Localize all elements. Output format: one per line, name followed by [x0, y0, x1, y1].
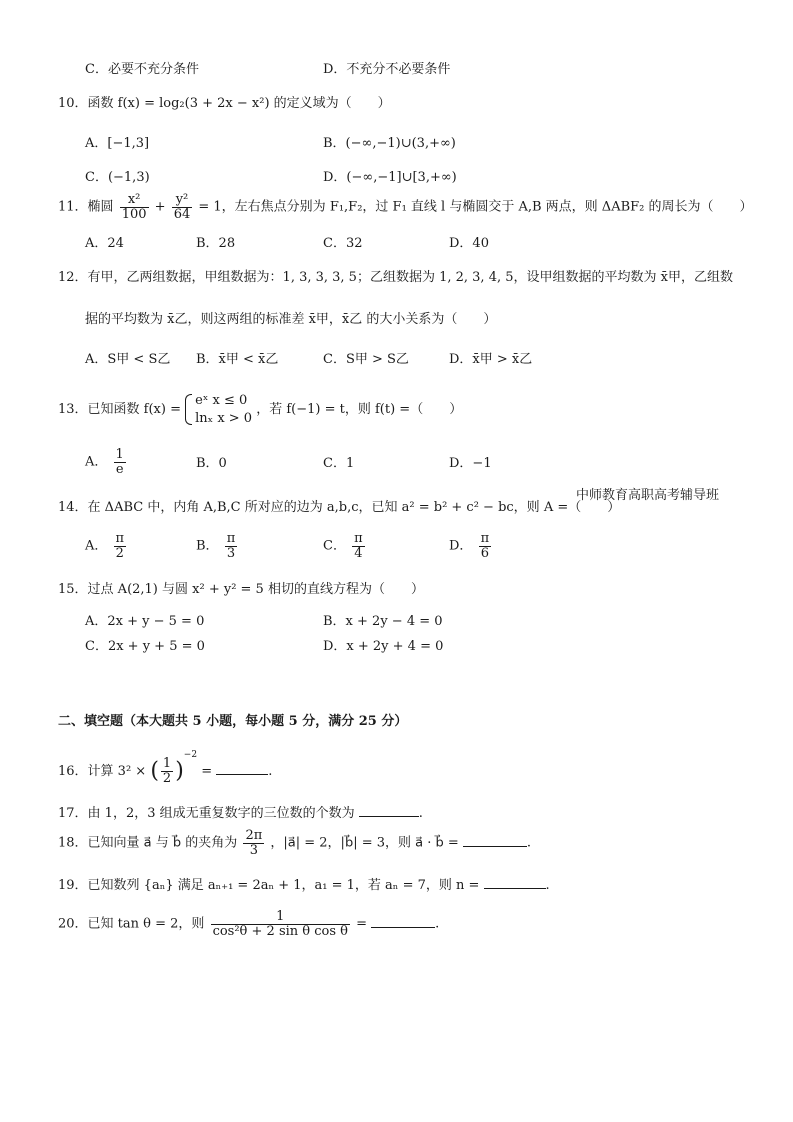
q18-stem	[58, 829, 531, 857]
q17-end: .	[418, 806, 423, 821]
q11-option-d: D．40	[449, 236, 489, 251]
q11-plus: +	[154, 199, 166, 215]
q11-stem	[58, 193, 753, 221]
q19-stem	[58, 876, 550, 894]
q16-equals: =	[201, 764, 213, 779]
q9-option-c: C．必要不充分条件	[85, 62, 199, 77]
q13-option-c: C．1	[323, 456, 355, 471]
q16-paren-close: )	[175, 758, 184, 784]
q20-fraction	[211, 910, 350, 938]
q17-text: 17．由 1，2，3 组成无重复数字的三位数的个数为	[58, 806, 355, 821]
q16-end: .	[268, 764, 273, 779]
q14-option-c	[323, 532, 367, 560]
q15-option-a: A．2x + y − 5 = 0	[85, 614, 205, 629]
q14-c-fraction	[352, 532, 365, 560]
q13-stem	[58, 392, 462, 427]
q16-paren-open: (	[150, 758, 159, 784]
q14-c-den: 4	[354, 545, 363, 561]
q11-suffix: = 1，左右焦点分别为 F₁,F₂，过 F₁ 直线 l 与椭圆交于 A,B 两点，则 ΔABF₂ 的周长为（ ）	[198, 199, 753, 215]
q20-answer-blank[interactable]	[371, 915, 435, 928]
q18-prefix: 18．已知向量 a⃗ 与 b⃗ 的夹角为	[58, 835, 238, 851]
q10-option-d: D．(−∞,−1]∪[3,+∞)	[323, 170, 457, 185]
q14-b-fraction	[225, 532, 238, 560]
q11-option-a: A．24	[85, 236, 124, 251]
q18-den: 3	[249, 842, 258, 858]
q16-answer-blank[interactable]	[216, 762, 268, 775]
q14-a-num: π	[115, 531, 125, 546]
q14-a-den: 2	[115, 545, 124, 561]
q11-frac2-num: y²	[172, 193, 193, 208]
q13-case2: lnₓ x > 0	[195, 410, 253, 426]
q18-num: 2π	[245, 828, 263, 843]
q18-suffix: ，|a⃗| = 2，|b⃗| = 3，则 a⃗ · b⃗ =	[270, 835, 459, 851]
q20-prefix: 20．已知 tan θ = 2，则	[58, 916, 205, 932]
q16-exponent: −2	[183, 750, 198, 760]
q13-option-b: B．0	[196, 456, 227, 471]
q10-option-b: B．(−∞,−1)∪(3,+∞)	[323, 136, 456, 151]
q15-stem: 15．过点 A(2,1) 与圆 x² + y² = 5 相切的直线方程为（ ）	[58, 582, 424, 597]
q19-text: 19．已知数列 {aₙ} 满足 aₙ₊₁ = 2aₙ + 1，a₁ = 1，若 aₙ = 7，则 n =	[58, 878, 480, 893]
q13-a-num: 1	[115, 447, 124, 462]
q15-option-c: C．2x + y + 5 = 0	[85, 639, 205, 654]
q11-option-c: C．32	[323, 236, 363, 251]
q20-stem	[58, 910, 439, 938]
q10-option-c: C．(−1,3)	[85, 170, 150, 185]
q13-suffix: ，若 f(−1) = t，则 f(t) =（ ）	[256, 402, 463, 418]
q12-option-b: B．x̄甲 < x̄乙	[196, 352, 279, 367]
q19-end: .	[545, 878, 550, 893]
q14-a-fraction	[114, 532, 127, 560]
q12-line2: 据的平均数为 x̄乙，则这两组的标准差 x̄甲，x̄乙 的大小关系为（ ）	[85, 312, 497, 327]
q18-end: .	[526, 835, 532, 851]
q11-fraction-x	[120, 193, 149, 221]
q11-option-b: B．28	[196, 236, 236, 251]
q15-option-b: B．x + 2y − 4 = 0	[323, 614, 443, 629]
q14-b-den: 3	[226, 545, 236, 561]
q13-case1: eˣ x ≤ 0	[195, 393, 248, 408]
q16-stem	[58, 750, 272, 786]
q11-frac1-num: x²	[120, 193, 149, 208]
q14-a-label: A．	[85, 538, 108, 554]
section-2-heading: 二、填空题（本大题共 5 小题，每小题 5 分，满分 25 分）	[58, 714, 408, 729]
q13-a-den: e	[115, 461, 124, 477]
q16-num: 1	[162, 756, 172, 772]
q13-a-fraction	[114, 448, 126, 476]
q12-option-c: C．S甲 > S乙	[323, 352, 409, 367]
q20-den: cos²θ + 2 sin θ cos θ	[212, 923, 348, 939]
q11-prefix: 11．椭圆	[58, 199, 114, 215]
q17-stem	[58, 804, 423, 822]
q18-answer-blank[interactable]	[463, 834, 527, 847]
q13-a-label: A．	[85, 454, 108, 470]
q14-option-b	[196, 532, 239, 560]
q14-b-label: B．	[196, 538, 219, 554]
q16-prefix: 16．计算 3² ×	[58, 764, 147, 779]
q14-d-label: D．	[449, 538, 473, 554]
q11-fraction-y	[172, 193, 193, 221]
q14-option-d	[449, 532, 493, 560]
q14-b-num: π	[226, 531, 236, 546]
q13-option-a	[85, 448, 128, 476]
q17-answer-blank[interactable]	[359, 804, 419, 817]
q14-option-a	[85, 532, 128, 560]
q12-line1: 12．有甲，乙两组数据，甲组数据为：1, 3, 3, 3, 5；乙组数据为 1, 2, 3, 4, 5，设甲组数据的平均数为 x̄甲，乙组数	[58, 270, 733, 285]
q11-frac2-den: 64	[173, 206, 191, 222]
q15-option-d: D．x + 2y + 4 = 0	[323, 639, 444, 654]
q14-c-label: C．	[323, 538, 346, 554]
q13-option-d: D．−1	[449, 456, 492, 471]
q9-option-d: D．不充分不必要条件	[323, 62, 451, 77]
q20-end: .	[435, 916, 440, 932]
q13-prefix: 13．已知函数 f(x) =	[58, 402, 181, 418]
q19-answer-blank[interactable]	[484, 876, 546, 889]
q11-frac1-den: 100	[121, 206, 147, 222]
q16-fraction	[161, 757, 173, 785]
q18-fraction	[243, 829, 264, 857]
q14-d-num: π	[480, 531, 490, 546]
q12-option-a: A．S甲 < S乙	[85, 352, 171, 367]
q14-d-fraction	[479, 532, 492, 560]
q12-option-d: D．x̄甲 > x̄乙	[449, 352, 533, 367]
q13-piecewise	[185, 392, 252, 427]
q20-equals: =	[356, 916, 368, 932]
q14-c-num: π	[354, 531, 363, 546]
q14-stem: 14．在 ΔABC 中，内角 A,B,C 所对应的边为 a,b,c，已知 a² = b² + c² − bc，则 A =（ ）	[58, 500, 621, 515]
q16-den: 2	[162, 771, 172, 786]
q10-stem: 10．函数 f(x) = log₂(3 + 2x − x²) 的定义域为（ ）	[58, 96, 391, 111]
q10-option-a: A．[−1,3]	[85, 136, 150, 151]
watermark-text: 中师教育高职高考辅导班	[576, 488, 720, 503]
q20-num: 1	[211, 910, 350, 925]
q14-d-den: 6	[480, 545, 489, 561]
